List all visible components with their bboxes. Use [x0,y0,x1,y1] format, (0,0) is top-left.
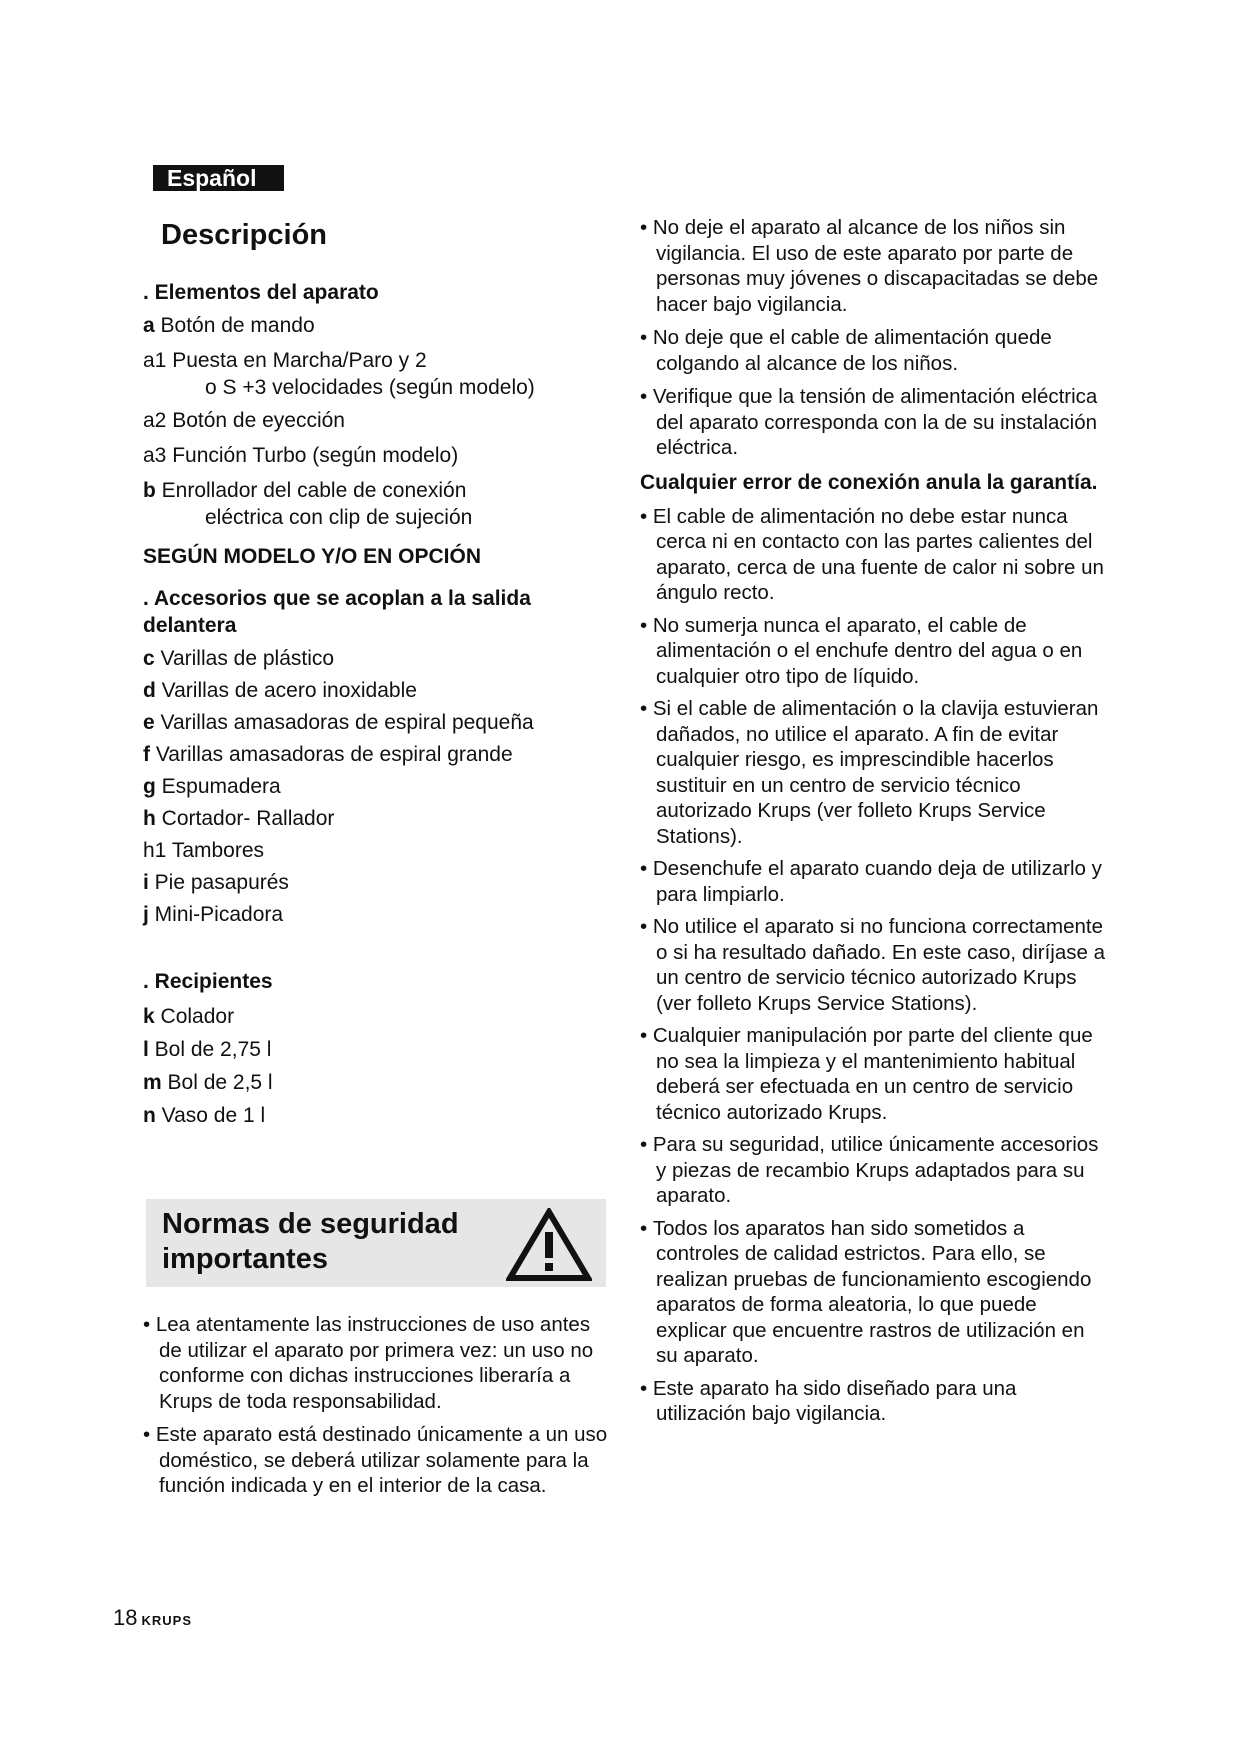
list-item [143,677,603,704]
item-text: Varillas de plástico [154,647,335,670]
segun-modelo-heading: SEGÚN MODELO Y/O EN OPCIÓN [143,545,481,568]
item-key: h [143,807,156,830]
bullet-item: • Verifique que la tensión de alimentación eléctrica del aparato corresponda con la de su instalación eléctrica. [640,384,1110,461]
list-item [143,1003,603,1030]
bullet-item: • Cualquier manipulación por parte del cliente que no sea la limpieza y el mantenimiento habitual deberá ser efectuada en un centro de servicio técnico autorizado Krups. [640,1023,1110,1125]
item-key: d [143,679,156,702]
page-footer [113,1605,192,1631]
warning-triangle-icon [506,1208,592,1282]
bullet-item: • No utilice el aparato si no funciona correctamente o si ha resultado dañado. En este caso, diríjase a un centro de servicio técnico autorizado Krups (ver folleto Krups Service Stations). [640,914,1110,1016]
accessories-list [143,645,603,928]
recipients-list [143,1003,603,1129]
list-item [143,645,603,672]
item-key: j [143,903,149,926]
language-tab: Español [153,165,284,191]
list-item [143,1069,603,1096]
list-item [143,442,603,469]
brand-logo: KRUPS [141,1613,192,1628]
elements-list [143,312,603,531]
item-key: e [143,711,155,734]
item-text: Botón de eyección [166,409,345,432]
page-title: Descripción [161,219,327,251]
list-item [143,1036,603,1063]
item-key: a2 [143,409,167,432]
list-item [143,477,603,531]
item-text: Bol de 2,75 l [148,1038,272,1061]
list-item [143,312,603,339]
item-key: m [143,1071,162,1094]
list-item [143,901,603,928]
bullet-item: • Este aparato está destinado únicamente a un uso doméstico, se deberá utilizar solamente para la función indicada y en el interior de la casa. [143,1422,608,1499]
bullet-item: • Desenchufe el aparato cuando deja de utilizarlo y para limpiarlo. [640,856,1110,907]
bullet-item: • Si el cable de alimentación o la clavija estuvieran dañados, no utilice el aparato. A fin de evitar cualquier riesgo, es imprescindible hacerlos sustituir en un centro de servicio técnico autorizado Krups (ver folleto Krups Service Stations). [640,696,1110,849]
item-text: Función Turbo (según modelo) [166,444,459,467]
bullet-item: • El cable de alimentación no debe estar nunca cerca ni en contacto con las partes calientes del aparato, cerca de una fuente de calor ni sobre un ángulo recto. [640,504,1110,606]
bullet-item: • Este aparato ha sido diseñado para una utilización bajo vigilancia. [640,1376,1110,1427]
right-safety-list-a [640,215,1110,461]
list-item [143,407,603,434]
safety-heading-box [146,1199,606,1287]
item-key: k [143,1005,155,1028]
list-item [143,1102,603,1129]
item-key: n [143,1104,156,1127]
list-item [143,837,603,864]
warranty-note: Cualquier error de conexión anula la garantía. [640,470,1098,494]
bullet-item: • No sumerja nunca el aparato, el cable de alimentación o el enchufe dentro del agua o en cualquier otro tipo de líquido. [640,613,1110,690]
list-item [143,805,603,832]
item-text: Mini-Picadora [148,903,284,926]
item-text: Enrollador del cable de conexión [155,479,467,502]
item-text: Puesta en Marcha/Paro y 2 [166,349,427,372]
item-text: Varillas amasadoras de espiral pequeña [154,711,534,734]
right-column [640,215,1110,1434]
bullet-item: • No deje que el cable de alimentación quede colgando al alcance de los niños. [640,325,1110,376]
item-text: Varillas amasadoras de espiral grande [150,743,513,766]
safety-title: Normas de seguridad importantes [162,1208,459,1275]
item-key: i [143,871,149,894]
list-item [143,869,603,896]
bullet-item: • Lea atentamente las instrucciones de uso antes de utilizar el aparato por primera vez: un uso no conforme con dichas instrucciones liberaría a Krups de toda responsabilidad. [143,1312,608,1414]
bullet-item: • Todos los aparatos han sido sometidos a controles de calidad estrictos. Para ello, se realizan pruebas de funcionamiento escogiendo aparatos de forma aleatoria, lo que puede explicar que encuentre rastros de utilización en su aparato. [640,1216,1110,1369]
item-text: Botón de mando [154,314,315,337]
item-key: f [143,743,150,766]
item-text: Espumadera [155,775,281,798]
item-text: Bol de 2,5 l [161,1071,273,1094]
item-text: Vaso de 1 l [155,1104,266,1127]
page-number: 18 [113,1605,138,1630]
bullet-item: • No deje el aparato al alcance de los niños sin vigilancia. El uso de este aparato por parte de personas muy jóvenes o discapacitadas se debe hacer bajo vigilancia. [640,215,1110,317]
item-key: l [143,1038,149,1061]
list-item [143,709,603,736]
item-continuation: o S +3 velocidades (según modelo) [205,376,535,399]
list-item [143,773,603,800]
recipients-heading: . Recipientes [143,970,273,993]
list-item [143,347,603,401]
elements-heading: . Elementos del aparato [143,281,379,304]
item-continuation: eléctrica con clip de sujeción [205,506,473,529]
item-text: Colador [154,1005,235,1028]
item-key: a [143,314,155,337]
left-safety-list [143,1312,608,1507]
right-safety-list-b [640,504,1110,1427]
item-key: g [143,775,156,798]
item-key: h1 [143,839,167,862]
item-text: Cortador- Rallador [155,807,335,830]
bullet-item: • Para su seguridad, utilice únicamente accesorios y piezas de recambio Krups adaptados para su aparato. [640,1132,1110,1209]
item-key: c [143,647,155,670]
item-text: Pie pasapurés [148,871,289,894]
item-text: Varillas de acero inoxidable [155,679,417,702]
item-text: Tambores [166,839,265,862]
item-key: a1 [143,349,167,372]
list-item [143,741,603,768]
accessories-heading: . Accesorios que se acoplan a la salida delantera [143,587,531,637]
item-key: b [143,479,156,502]
left-column [143,215,603,1129]
item-key: a3 [143,444,167,467]
